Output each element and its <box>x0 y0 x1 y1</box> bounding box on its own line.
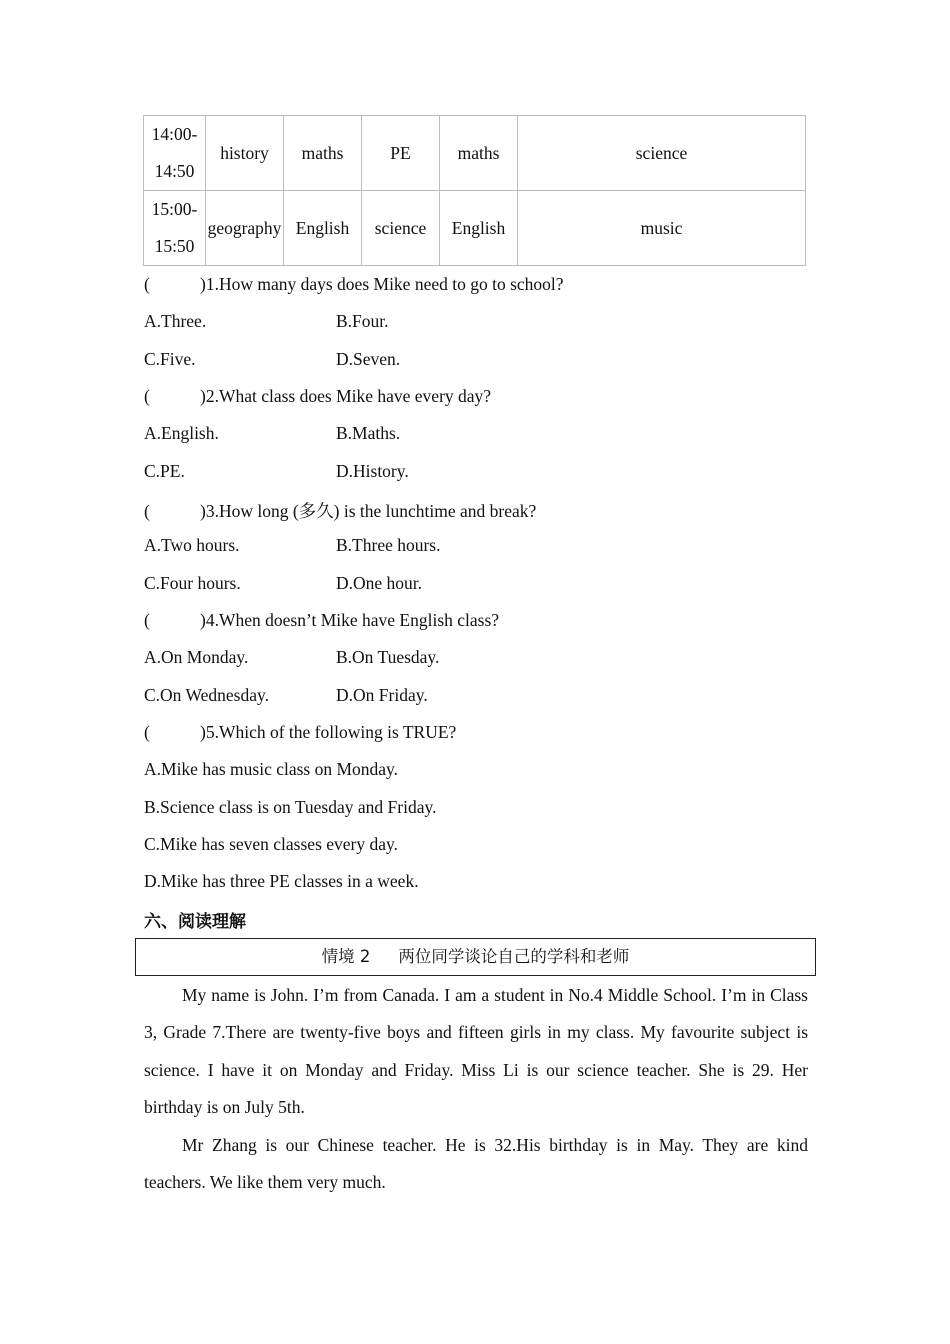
option-c: C.Five. <box>144 349 196 369</box>
question-1 <box>144 274 564 295</box>
question-stem: )5.Which of the following is TRUE? <box>200 722 457 742</box>
time-cell <box>144 191 206 266</box>
option-d: D.History. <box>336 461 409 481</box>
question-stem: )2.What class does Mike have every day? <box>200 386 492 406</box>
answer-blank[interactable]: ( <box>144 386 150 406</box>
answer-blank[interactable]: ( <box>144 722 150 742</box>
answer-blank[interactable]: ( <box>144 610 150 630</box>
time-end: 14:50 <box>154 161 195 181</box>
question-2 <box>144 386 491 407</box>
subject-cell: science <box>362 191 440 266</box>
subject-cell: geography <box>206 191 284 266</box>
option-a: A.On Monday. <box>144 647 249 667</box>
schedule-row <box>144 116 806 191</box>
option-a: A.Mike has music class on Monday. <box>144 759 399 779</box>
subject-cell: music <box>518 191 806 266</box>
subject-cell: science <box>518 116 806 191</box>
answer-blank[interactable]: ( <box>144 274 150 294</box>
subject-cell: maths <box>284 116 362 191</box>
time-start: 14:00- <box>151 124 198 144</box>
option-b: B.On Tuesday. <box>336 647 440 667</box>
time-end: 15:50 <box>154 236 195 256</box>
option-b: B.Science class is on Tuesday and Friday. <box>144 797 437 817</box>
question-stem: )3.How long (多久) is the lunchtime and break? <box>200 501 537 521</box>
subject-cell: English <box>284 191 362 266</box>
passage-paragraph: Mr Zhang is our Chinese teacher. He is 32.His birthday is in May. They are kind teachers. We like them very much. <box>144 1135 808 1193</box>
option-b: B.Four. <box>336 311 389 331</box>
section-title: 六、阅读理解 <box>144 912 246 932</box>
question-3 <box>144 498 536 523</box>
option-d: D.One hour. <box>336 573 423 593</box>
option-a: A.English. <box>144 423 219 443</box>
subject-cell: English <box>440 191 518 266</box>
subject-cell: history <box>206 116 284 191</box>
option-d: D.Seven. <box>336 349 401 369</box>
question-stem: )4.When doesn’t Mike have English class? <box>200 610 500 630</box>
answer-blank[interactable]: ( <box>144 501 150 521</box>
subject-cell: PE <box>362 116 440 191</box>
option-c: C.Mike has seven classes every day. <box>144 834 398 854</box>
scene-label: 情境 2 <box>321 947 371 966</box>
question-stem: )1.How many days does Mike need to go to school? <box>200 274 564 294</box>
option-d: D.On Friday. <box>336 685 428 705</box>
scene-box <box>135 938 816 976</box>
scene-text: 两位同学谈论自己的学科和老师 <box>398 947 630 966</box>
question-4 <box>144 610 499 631</box>
schedule-row <box>144 191 806 266</box>
subject-cell: maths <box>440 116 518 191</box>
option-c: C.Four hours. <box>144 573 241 593</box>
class-schedule-table <box>143 115 806 266</box>
option-a: A.Two hours. <box>144 535 240 555</box>
time-start: 15:00- <box>151 199 198 219</box>
time-cell <box>144 116 206 191</box>
option-d: D.Mike has three PE classes in a week. <box>144 871 419 891</box>
question-5 <box>144 722 456 743</box>
passage-paragraph: My name is John. I’m from Canada. I am a student in No.4 Middle School. I’m in Class 3, Grade 7.There are twenty-five boys and fifteen girls in my class. My favourite subject is science. I have it on Monday and Friday. Miss Li is our science teacher. She is 29. Her birthday is on July 5th. <box>144 985 808 1118</box>
option-a: A.Three. <box>144 311 207 331</box>
option-b: B.Three hours. <box>336 535 441 555</box>
option-c: C.On Wednesday. <box>144 685 269 705</box>
option-b: B.Maths. <box>336 423 401 443</box>
option-c: C.PE. <box>144 461 185 481</box>
